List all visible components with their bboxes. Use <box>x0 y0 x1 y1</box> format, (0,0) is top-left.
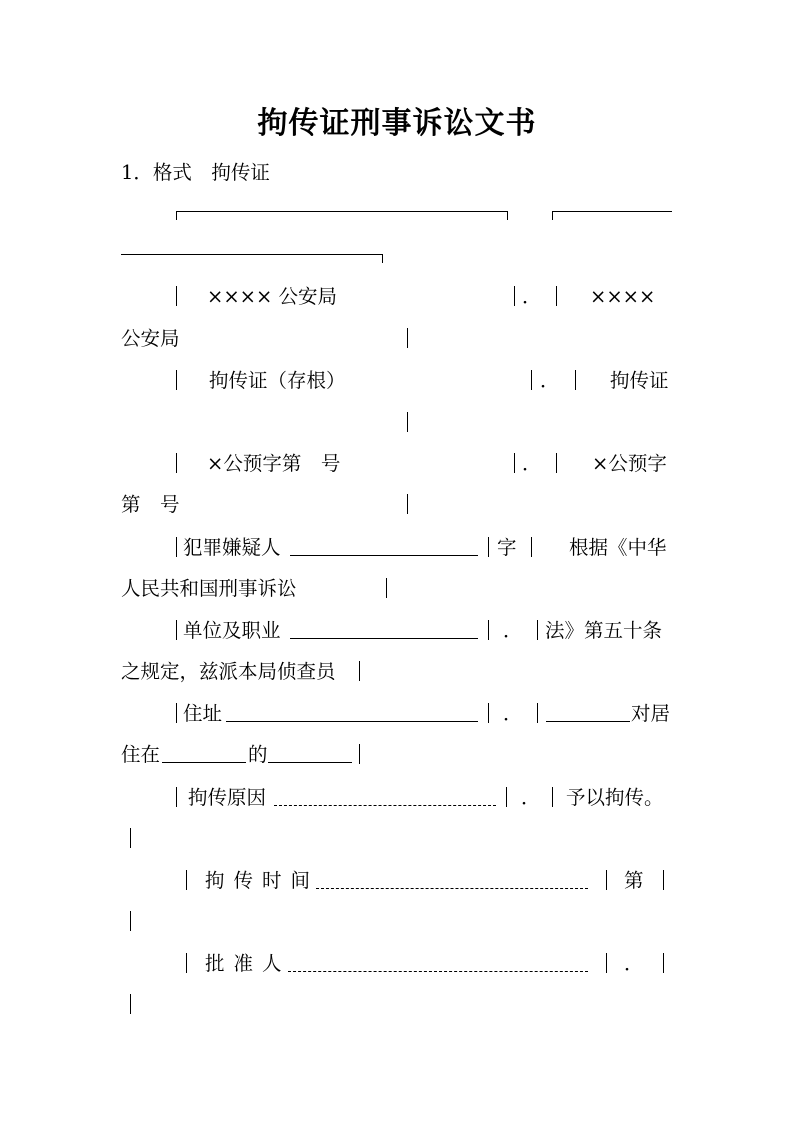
stub-number: ×公预字第 号 <box>207 452 341 475</box>
top-border-right <box>552 211 672 212</box>
row-bar <box>176 703 177 723</box>
issuer-main-cont: 公安局 <box>121 327 180 350</box>
ordinal-mark: 第 <box>624 869 644 892</box>
row-bar <box>359 661 360 681</box>
section-heading: 1．格式 拘传证 <box>121 161 270 184</box>
row-bar <box>176 787 177 807</box>
char-mark: 字 <box>497 536 517 559</box>
document-title: 拘传证刑事诉讼文书 <box>257 106 537 141</box>
row-bar <box>130 911 131 931</box>
dot-mark: ． <box>624 952 644 975</box>
issuer-stub: ×××× 公安局 <box>207 285 338 308</box>
residence-label: 住在 <box>121 743 161 766</box>
top-corner-mid <box>507 211 508 220</box>
row-bar <box>407 494 408 514</box>
law-article: 法》第五十条 <box>545 619 663 642</box>
row-bar <box>556 453 557 473</box>
row-bar <box>514 453 515 473</box>
row-bar <box>176 453 177 473</box>
row-bar <box>386 578 387 598</box>
employer-label: 单位及职业 <box>183 619 281 642</box>
row-bar <box>176 620 177 640</box>
dot-mark: ． <box>540 369 560 392</box>
row-bar <box>176 370 177 390</box>
row-bar <box>537 703 538 723</box>
top-border-continued <box>121 254 383 255</box>
time-label: 拘传时间 <box>205 869 320 892</box>
summon-text: 予以拘传。 <box>566 786 664 809</box>
employer-blank <box>290 638 478 639</box>
legal-basis: 根据《中华 <box>569 536 667 559</box>
row-bar <box>488 620 489 640</box>
reason-blank <box>274 805 496 806</box>
row-bar <box>514 286 515 306</box>
top-corner-end <box>382 254 383 263</box>
row-bar <box>488 537 489 557</box>
row-bar <box>606 870 607 890</box>
row-bar <box>407 328 408 348</box>
row-bar <box>359 744 360 764</box>
suspect-blank <box>290 555 478 556</box>
address-blank <box>226 721 478 722</box>
row-bar <box>506 787 507 807</box>
row-bar <box>531 370 532 390</box>
row-bar <box>488 703 489 723</box>
row-bar <box>130 828 131 848</box>
reason-label: 拘传原因 <box>188 786 267 809</box>
top-corner-right <box>552 211 553 220</box>
row-bar <box>663 953 664 973</box>
main-number-cont: 第 号 <box>121 493 180 516</box>
row-bar <box>575 370 576 390</box>
stub-title: 拘传证（存根） <box>209 369 346 392</box>
dot-mark: ． <box>521 786 541 809</box>
possessive-text: 的 <box>248 743 268 766</box>
row-bar <box>552 787 553 807</box>
row-bar <box>130 994 131 1014</box>
officer-blank <box>546 721 630 722</box>
row-bar <box>186 953 187 973</box>
approver-label: 批准人 <box>205 952 291 975</box>
target-text: 对居 <box>631 702 671 725</box>
address-label: 住址 <box>183 702 223 725</box>
row-bar <box>663 870 664 890</box>
top-border-left <box>176 211 508 212</box>
legal-basis-cont: 人民共和国刑事诉讼 <box>121 577 297 600</box>
main-number: ×公预字 <box>592 452 667 475</box>
row-bar <box>556 286 557 306</box>
dot-mark: ． <box>503 702 523 725</box>
row-bar <box>176 537 177 557</box>
top-corner-left <box>176 211 177 220</box>
name-blank <box>268 762 352 763</box>
dot-mark: ． <box>522 452 542 475</box>
main-title: 拘传证 <box>610 369 669 392</box>
issuer-main: ×××× <box>590 285 656 308</box>
row-bar <box>186 870 187 890</box>
law-article-cont: 之规定，兹派本局侦查员 <box>121 660 336 683</box>
time-blank <box>316 888 588 889</box>
row-bar <box>176 286 177 306</box>
row-bar <box>531 537 532 557</box>
row-bar <box>606 953 607 973</box>
approver-blank <box>288 971 588 972</box>
row-bar <box>537 620 538 640</box>
residence-blank <box>162 762 246 763</box>
dot-mark: ． <box>503 619 523 642</box>
suspect-label: 犯罪嫌疑人 <box>183 536 281 559</box>
dot-mark: ． <box>522 285 542 308</box>
row-bar <box>407 412 408 432</box>
